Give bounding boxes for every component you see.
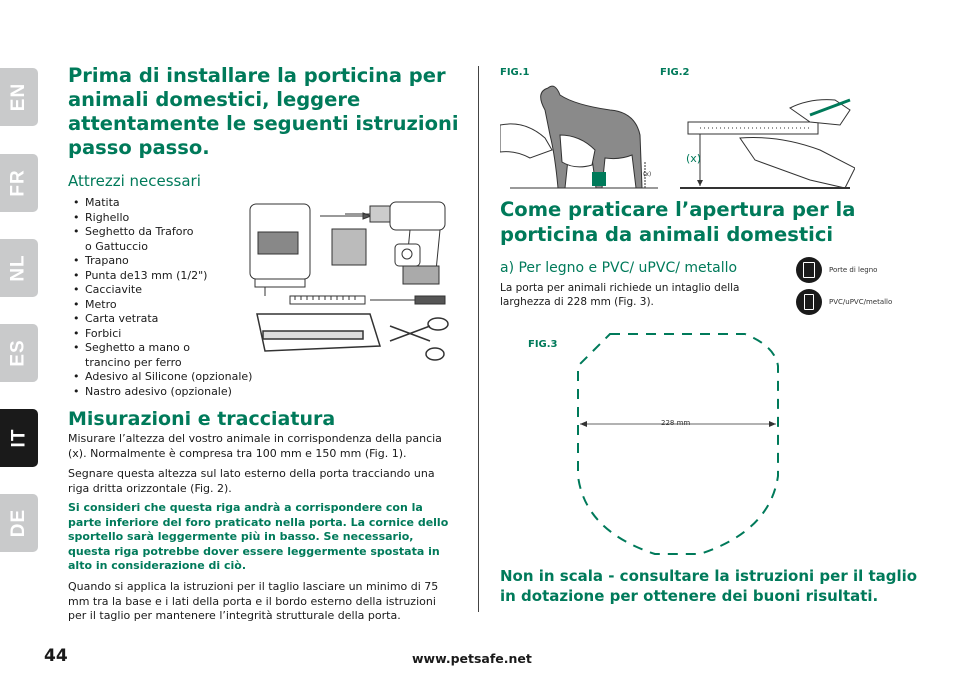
list-item: • Metro <box>70 298 252 313</box>
list-item: trancino per ferro <box>85 355 182 369</box>
lang-tab-label: IT <box>7 428 29 448</box>
hacksaw-icon <box>257 314 380 351</box>
measure-paragraph-4: Quando si applica la istruzioni per il taglio lasciare un minimo di 75 mm tra la base e i lati della porta e il bordo esterno della istruzioni per il taglio per mantenere l’integrità strutturale della porta. <box>68 580 439 622</box>
lang-tab-de[interactable] <box>0 494 38 552</box>
scale-note: Non in scala - consultare la istruzioni per il taglio in dotazione per ottenere dei buoni risultati. <box>500 567 918 605</box>
opening-title: Come praticare l’apertura per la porticina da animali domestici <box>500 198 856 246</box>
sandpaper-icon <box>332 229 366 265</box>
fig2-label: FIG.2 <box>660 67 690 78</box>
fig3-label: FIG.3 <box>528 339 558 350</box>
lang-tab-es[interactable] <box>0 324 38 382</box>
ruler-icon <box>290 296 365 304</box>
lang-tab-label: FR <box>7 169 29 197</box>
pvc-door-label: PVC/uPVC/metallo <box>829 298 893 306</box>
tools-list <box>70 196 252 399</box>
list-item: • Righello <box>70 211 252 226</box>
list-item: • Nastro adesivo (opzionale) <box>70 385 252 400</box>
measure-warning: Si consideri che questa riga andrà a corrispondere con la parte inferiore del foro praticato nella porta. La cornice dello sportello sarà leggermente più in basso. Se necessario, questa riga potrebbe dover essere leggermente spostata in alto in considerazione di ciò. <box>68 501 449 572</box>
measure-paragraph-2: Segnare questa altezza sul lato esterno della porta tracciando una riga dritta orizzontale (Fig. 2). <box>68 467 435 495</box>
jigsaw-icon <box>250 204 310 296</box>
list-item: • Trapano <box>70 254 252 269</box>
lang-tab-fr[interactable] <box>0 154 38 212</box>
wood-door-icon <box>796 257 822 283</box>
lang-tab-en[interactable] <box>0 68 38 126</box>
list-item: o Gattuccio <box>85 239 148 253</box>
fig3-width-label: 228 mm <box>661 419 691 427</box>
measure-paragraph-1: Misurare l’altezza del vostro animale in corrispondenza della pancia (x). Normalmente è compresa tra 100 mm e 150 mm (Fig. 1). <box>68 432 442 460</box>
list-item: • Forbici <box>70 327 252 342</box>
website-link[interactable]: www.petsafe.net <box>412 651 532 666</box>
column-divider <box>478 66 479 612</box>
list-item: • Seghetto da Traforo <box>70 225 252 240</box>
fig3-cutout-template <box>570 326 785 558</box>
lang-tab-nl[interactable] <box>0 239 38 297</box>
list-item: • Cacciavite <box>70 283 252 298</box>
tape-measure-icon <box>395 244 420 266</box>
fig2-x-mark: (x) <box>686 152 702 165</box>
lang-tab-label: NL <box>7 254 29 282</box>
opening-text: La porta per animali richiede un intaglio della larghezza di 228 mm (Fig. 3). <box>500 282 740 308</box>
list-item: • Adesivo al Silicone (opzionale) <box>70 370 252 385</box>
tools-title: Attrezzi necessari <box>68 172 201 190</box>
lang-tab-label: DE <box>8 508 29 538</box>
tools-illustration <box>245 196 460 376</box>
list-item: • Carta vetrata <box>70 312 252 327</box>
fig1-x-mark: (x) <box>643 171 652 178</box>
lang-tab-label: ES <box>7 339 29 367</box>
measure-title: Misurazioni e tracciatura <box>68 408 336 430</box>
screwdriver-icon <box>370 296 445 304</box>
lang-tab-label: EN <box>8 82 29 112</box>
wood-door-label: Porte di legno <box>829 266 878 274</box>
main-heading: Prima di installare la porticina per animali domestici, leggere attentamente le seguenti istruzioni passo passo. <box>68 64 459 159</box>
fig2-ruler-illustration <box>660 80 855 192</box>
scissors-icon <box>390 318 448 360</box>
list-item: • Seghetto a mano o <box>70 341 252 356</box>
fig1-cat-illustration <box>500 80 658 190</box>
list-item: • Punta de13 mm (1/2") <box>70 269 252 284</box>
list-item: • Matita <box>70 196 252 211</box>
lang-tab-it[interactable] <box>0 409 38 467</box>
fig1-label: FIG.1 <box>500 67 530 78</box>
pvc-door-icon <box>796 289 822 315</box>
page-number: 44 <box>44 646 68 666</box>
opening-subtitle: a) Per legno e PVC/ uPVC/ metallo <box>500 260 738 276</box>
